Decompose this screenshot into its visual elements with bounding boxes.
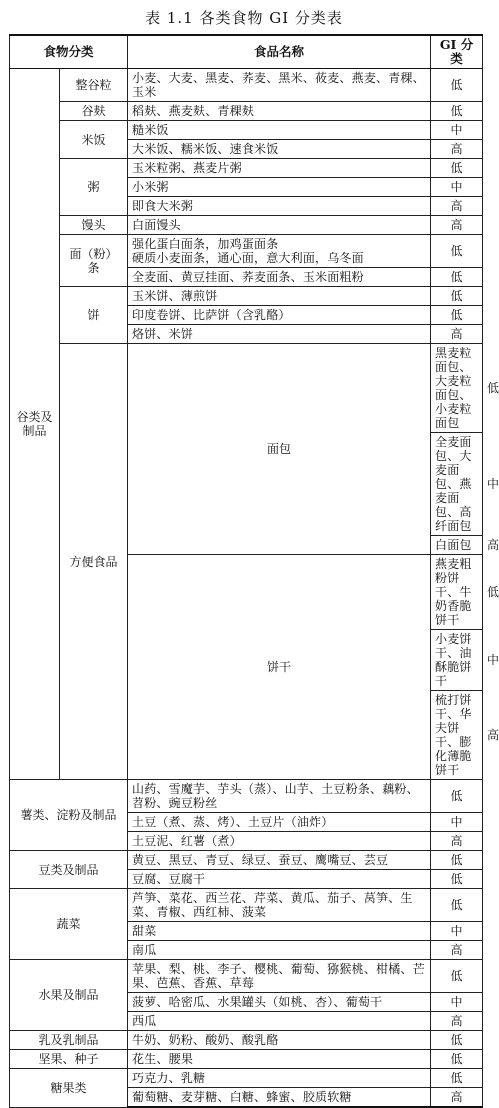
- food-name-cell: 玉米粒粥、燕麦片粥: [128, 159, 431, 178]
- food-name-cell: 土豆（煮、蒸、烤）、土豆片（油炸）: [128, 813, 431, 832]
- gi-cell: 高: [431, 832, 483, 851]
- table-row: [10, 69, 483, 102]
- gi-cell: 中: [431, 121, 483, 140]
- food-name-cell: 稻麸、燕麦麸、青稞麸: [128, 102, 431, 121]
- gi-cell: 低: [431, 1069, 483, 1088]
- gi-cell: 低: [431, 960, 483, 993]
- subcategory-cell: 馒头: [60, 216, 128, 235]
- gi-cell: 低: [431, 889, 483, 922]
- header-category: 食物分类: [10, 35, 128, 69]
- category-cell: 水果及制品: [10, 960, 128, 1031]
- food-name-cell: 糙米饭: [128, 121, 431, 140]
- category-cell: 糖果类: [10, 1069, 128, 1108]
- category-cell: 蔬菜: [10, 889, 128, 960]
- subcategory-cell: 面（粉）条: [60, 235, 128, 287]
- table-row: [10, 102, 483, 121]
- header-gi: GI 分类: [431, 35, 483, 69]
- category-cell: 谷类及制品: [10, 69, 60, 780]
- table-title: 表 1.1 各类食物 GI 分类表: [145, 9, 343, 27]
- table-row: [10, 960, 483, 993]
- food-name-cell: 烙饼、米饼: [128, 325, 431, 344]
- gi-cell: 高: [431, 197, 483, 216]
- table-row: [10, 287, 483, 306]
- gi-cell: 低: [431, 306, 483, 325]
- gi-cell: 低: [431, 870, 483, 889]
- food-name-cell: 小麦饼干、油酥脆饼干: [431, 630, 483, 691]
- table-row: [10, 121, 483, 140]
- food-name-cell: 黑麦粒面包、大麦粒面包、小麦粒面包: [431, 344, 483, 433]
- food-name-cell: 葡萄糖、麦芽糖、白糖、蜂蜜、胶质软糖: [128, 1088, 431, 1108]
- food-name-cell: 白面馒头: [128, 216, 431, 235]
- category-cell: 乳及乳制品: [10, 1031, 128, 1050]
- subcategory-cell: 面包: [128, 344, 431, 555]
- category-cell: 薯类、淀粉及制品: [10, 780, 128, 851]
- gi-cell: 低: [431, 159, 483, 178]
- category-cell: 方便食品: [60, 344, 128, 780]
- gi-cell: 低: [431, 1031, 483, 1050]
- gi-cell: 低: [431, 235, 483, 268]
- gi-cell: 高: [431, 941, 483, 960]
- food-name-cell: 西瓜: [128, 1012, 431, 1031]
- table-header-row: [10, 35, 483, 69]
- food-name-cell: 即食大米粥: [128, 197, 431, 216]
- table-row: [10, 1069, 483, 1088]
- food-name-cell: 苹果、梨、桃、李子、樱桃、葡萄、猕猴桃、柑橘、芒果、芭蕉、香蕉、草莓: [128, 960, 431, 993]
- food-name-cell: 大米饭、糯米饭、速食米饭: [128, 140, 431, 159]
- table-row: [10, 851, 483, 870]
- table-body: [10, 69, 499, 1108]
- gi-cell: 低: [431, 268, 483, 287]
- table-row: 白面包 高: [10, 536, 483, 555]
- table-row: 全麦面包、大麦面包、燕麦面包、高纤面包 中: [10, 433, 483, 536]
- food-name-cell: 芦笋、菜花、西兰花、芹菜、黄瓜、茄子、莴笋、生菜、青椒、西红柿、菠菜: [128, 889, 431, 922]
- gi-cell: 高: [431, 1088, 483, 1108]
- gi-cell: 低: [431, 1050, 483, 1069]
- food-name-cell: 豆腐、豆腐干: [128, 870, 431, 889]
- food-name-cell: 牛奶、奶粉、酸奶、酸乳酪: [128, 1031, 431, 1050]
- gi-cell: 低: [431, 69, 483, 102]
- food-name-cell: 强化蛋白面条，加鸡蛋面条 硬质小麦面条，通心面，意大利面，乌冬面: [128, 235, 431, 268]
- gi-cell: 低: [431, 102, 483, 121]
- food-name-cell: 玉米饼、薄煎饼: [128, 287, 431, 306]
- food-name-cell: 白面包: [431, 536, 483, 555]
- category-cell: 坚果、种子: [10, 1050, 128, 1069]
- table-row: [10, 235, 483, 268]
- subcategory-cell: 米饭: [60, 121, 128, 159]
- food-name-cell: 花生、腰果: [128, 1050, 431, 1069]
- subcategory-cell: 整谷粒: [60, 69, 128, 102]
- table-row: [10, 780, 483, 813]
- header-food-name: 食品名称: [128, 35, 431, 69]
- food-name-cell: 全麦面包、大麦面包、燕麦面包、高纤面包: [431, 433, 483, 536]
- gi-cell: 高: [431, 216, 483, 235]
- gi-cell: 高: [431, 1012, 483, 1031]
- table-row: 饼干 燕麦粗粉饼干、牛奶香脆饼干 低: [10, 555, 483, 630]
- food-name-cell: 菠萝、哈密瓜、水果罐头（如桃、杏）、葡萄干: [128, 993, 431, 1012]
- table-row: [10, 159, 483, 178]
- table-row: [10, 1031, 483, 1050]
- food-name-cell: 小米粥: [128, 178, 431, 197]
- table-row: [10, 1050, 483, 1069]
- gi-cell: 中: [431, 922, 483, 941]
- gi-cell: 高: [431, 140, 483, 159]
- category-cell: 豆类及制品: [10, 851, 128, 889]
- table-row: 方便食品 面包 黑麦粒面包、大麦粒面包、小麦粒面包 低: [10, 344, 483, 433]
- food-name-cell: 印度卷饼、比萨饼（含乳酪）: [128, 306, 431, 325]
- gi-cell: 中: [431, 178, 483, 197]
- subcategory-cell: 饼: [60, 287, 128, 344]
- table-row: 小麦饼干、油酥脆饼干 中: [10, 630, 483, 691]
- gi-cell: 低: [431, 780, 483, 813]
- food-name-cell: 梳打饼干、华夫饼干、膨化薄脆饼干: [431, 691, 483, 780]
- gi-cell: 高: [431, 325, 483, 344]
- table-row: [10, 216, 483, 235]
- gi-cell: 低: [431, 287, 483, 306]
- food-name-cell: 土豆泥、红薯（煮）: [128, 832, 431, 851]
- subcategory-cell: 谷麸: [60, 102, 128, 121]
- gi-cell: 中: [431, 993, 483, 1012]
- table-row: 梳打饼干、华夫饼干、膨化薄脆饼干 高: [10, 691, 483, 780]
- subcategory-cell: 粥: [60, 159, 128, 216]
- food-name-cell: 燕麦粗粉饼干、牛奶香脆饼干: [431, 555, 483, 630]
- food-name-cell: 黄豆、黑豆、青豆、绿豆、蚕豆、鹰嘴豆、芸豆: [128, 851, 431, 870]
- gi-classification-table: [9, 34, 499, 1108]
- food-name-cell: 巧克力、乳糖: [128, 1069, 431, 1088]
- food-name-cell: 小麦、大麦、黑麦、荞麦、黑米、莜麦、燕麦、青稞、玉米: [128, 69, 431, 102]
- food-name-cell: 南瓜: [128, 941, 431, 960]
- subcategory-cell: 饼干: [128, 555, 431, 780]
- gi-cell: 中: [431, 813, 483, 832]
- gi-cell: 低: [431, 851, 483, 870]
- food-name-cell: 山药、雪魔芋、芋头（蒸）、山芋、土豆粉条、藕粉、苕粉、豌豆粉丝: [128, 780, 431, 813]
- food-name-cell: 甜菜: [128, 922, 431, 941]
- food-name-cell: 全麦面、黄豆挂面、荞麦面条、玉米面粗粉: [128, 268, 431, 287]
- table-row: [10, 889, 483, 922]
